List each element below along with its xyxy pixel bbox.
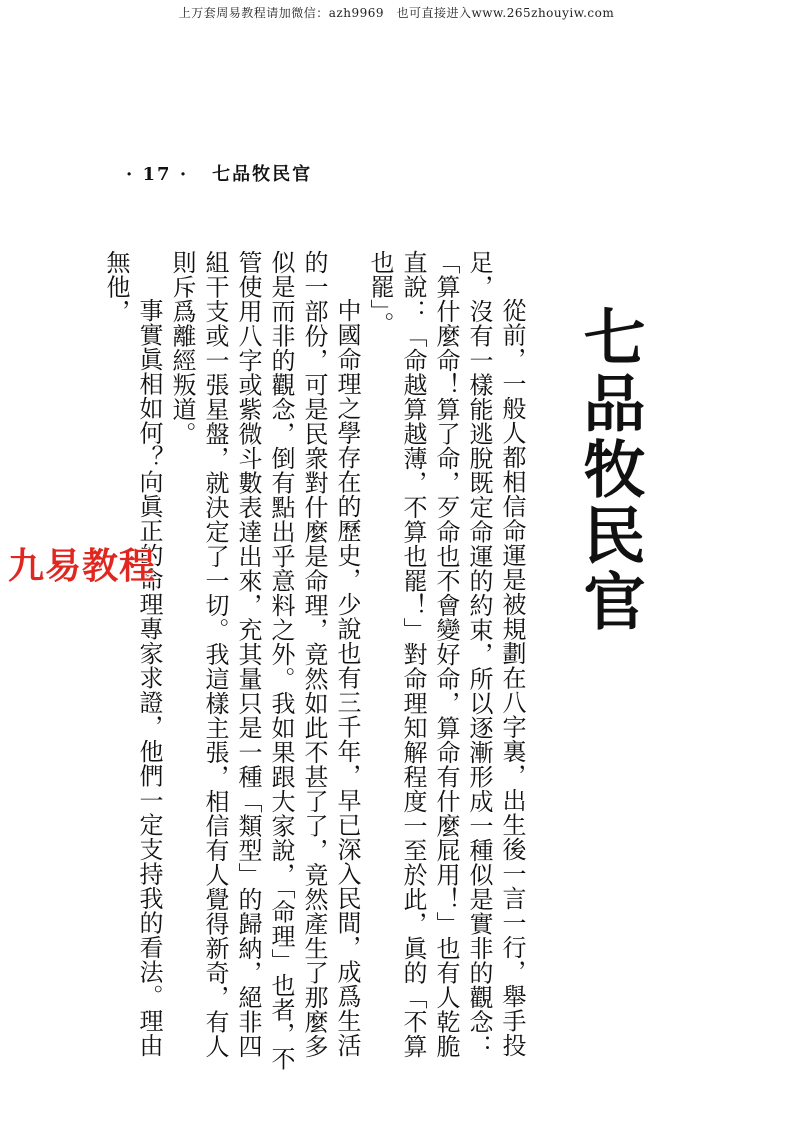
page-header bbox=[126, 160, 312, 186]
running-title: 七品牧民官 bbox=[212, 164, 313, 185]
paragraph-2: 中國命理之學存在的歷史，少說也有三千年，早已深入民間，成爲生活的一部份，可是民衆對什麼是命理，竟然如此不甚了了，竟然產生了那麼多似是而非的觀念，倒有點出乎意料之外。我如果跟大家說，「命理」也者，不管使用八字或紫微斗數表達出來，充其量只是一種「類型」的歸納，絕非四組干支或一張星盤，就決定了一切。我這樣主張，相信有人覺得新奇，有人則斥爲離經叛道。 bbox=[168, 250, 361, 1071]
watermark-logo: 九易教程 bbox=[8, 546, 157, 587]
top-promo-note: 上万套周易教程请加微信：azh9969 也可直接进入www.265zhouyiw.com bbox=[178, 6, 615, 20]
paragraph-3: 事實眞相如何？向眞正的命理專家求證，他們一定支持我的看法。理由無他， bbox=[102, 250, 163, 1058]
paragraph-1: 從前，一般人都相信命運是被規劃在八字裏，出生後一言一行，舉手投足，沒有一樣能逃脫既定命運的約束，所以逐漸形成一種似是實非的觀念：「算什麼命！算了命，歹命也不會變好命，算命有什麼屁用！」也有人乾脆直說：「命越算越薄，不算也罷！」對命理知解程度一至於此，眞的「不算也罷」。 bbox=[366, 250, 526, 1059]
body-text bbox=[102, 250, 528, 1080]
page-number: · 17 · bbox=[126, 164, 189, 185]
chapter-title: 七品牧民官 bbox=[573, 305, 646, 635]
